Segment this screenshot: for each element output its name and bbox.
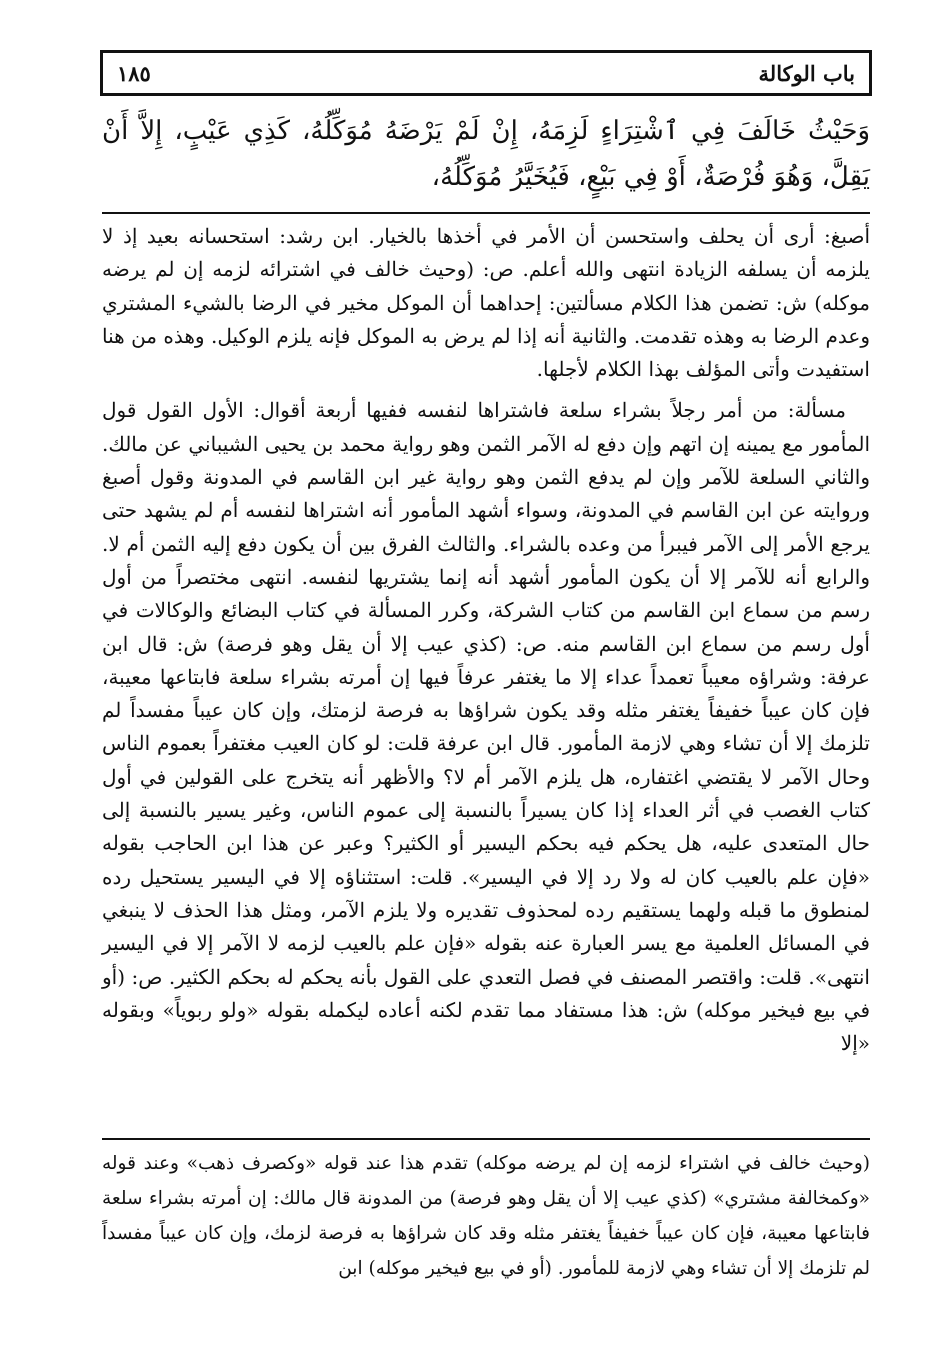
footnote [102,1146,870,1286]
matn-text: وَحَيْثُ خَالَفَ فِي ٱشْتِرَاءٍ لَزِمَهُ، إِنْ لَمْ يَرْضَهُ مُوَكِّلُهُ، كَذِي عَيْبٍ، إِلاَّ أَنْ يَقِلَّ، وَهُوَ فُرْصَةٌ، أَوْ فِي بَيْعٍ، فَيُخَيَّرُ مُوَكِّلُهُ، [102,116,870,192]
commentary [102,220,870,1068]
page-header [100,50,872,96]
chapter-title: باب الوكالة [758,60,855,86]
commentary-paragraph: أصبغ: أرى أن يحلف واستحسن أن الأمر في أخذها بالخيار. ابن رشد: استحسانه بعيد إذ لا يلزمه أن يسلفه الزيادة انتهى والله أعلم. ص: (وحيث خالف في اشترائه لزمه إن لم يرضه موكله) ش: تضمن هذا الكلام مسألتين: إحداهما أن الموكل مخير في الرضا بالشيء المشتري وعدم الرضا به وهذه تقدمت. والثانية أنه إذا لم يرض به الموكل فإنه يلزم الوكيل. وهذه من هنا استفيدت وأتى المؤلف بهذا الكلام لأجلها. [102,224,870,382]
footnote-text: (وحيث خالف في اشتراء لزمه إن لم يرضه موكله) تقدم هذا عند قوله «وكصرف ذهب» وعند قوله «وكمخالفة مشتري» (كذي عيب إلا أن يقل وهو فرصة) من المدونة قال مالك: إن أمرته بشراء سلعة فابتاعها معيبة، فإن كان عيباً خفيفاً يغتفر مثله وقد كان شراؤها به فرصة لزمك، وإن كان عيباً مفسداً لم تلزمك إلا أن تشاء وهي لازمة للمأمور. (أو في بيع فيخير موكله) ابن [102,1153,870,1279]
commentary-paragraph: مسألة: من أمر رجلاً بشراء سلعة فاشتراها لنفسه ففيها أربعة أقوال: الأول القول قول المأمور مع يمينه إن اتهم وإن دفع له الآمر الثمن وهو رواية محمد بن يحيى الشيباني عن مالك. والثاني السلعة للآمر وإن لم يدفع الثمن وهو رواية غير ابن القاسم في المدونة وقول أصبغ وروايته عن ابن القاسم في المدونة، وسواء أشهد المأمور أنه اشتراها لنفسه أم لم يشهد حتى يرجع الأمر إلى الآمر فيبرأ من وعده بالشراء. والثالث الفرق بين أن يكون دفع إليه الثمن أم لا. والرابع أنه للآمر إلا أن يكون المأمور أشهد أنه إنما يشتريها لنفسه. انتهى مختصراً من أول رسم من سماع ابن القاسم من كتاب الشركة، وكرر المسألة في كتاب البضائع والوكالات في أول رسم من سماع ابن القاسم منه. ص: (كذي عيب إلا أن يقل وهو فرصة) ش: قال ابن عرفة: وشراؤه معيباً تعمداً عداء إلا ما يغتفر عرفاً فيها إن أمرته بشراء سلعة فابتاعها معيبة، فإن كان عيباً خفيفاً يغتفر مثله وقد يكون شراؤها به فرصة لزمتك، وإن كان عيباً مفسداً لم تلزمك إلا أن تشاء وهي لازمة المأمور. قال ابن عرفة قلت: لو كان العيب مغتفراً بعموم الناس وحال الآمر لا يقتضي اغتفاره، هل يلزم الآمر أم لا؟ والأظهر أنه يتخرج على القولين في أول كتاب الغصب في أثر العداء إذا كان يسيراً بالنسبة إلى عموم الناس، وغير يسير بالنسبة إلى حال المتعدى عليه، هل يحكم فيه بحكم اليسير أو الكثير؟ وعبر عن هذا ابن الحاجب بقوله «فإن علم بالعيب كان له ولا رد إلا في اليسير». قلت: استثناؤه إلا في اليسير يستحيل رده لمنطوق ما قبله ولهما يستقيم رده لمحذوف تقديره ولا يلزم الآمر، ومثل هذا الحذف لا ينبغي في المسائل العلمية مع يسر العبارة عنه بقوله «فإن علم بالعيب لزمه لا الآمر إلا في اليسير انتهى». قلت: واقتصر المصنف في فصل التعدي على القول بأنه يحكم له بحكم الكثير. ص: (أو في بيع فيخير موكله) ش: هذا مستفاد مما تقدم لكنه أعاده ليكمله بقوله «ولو ربوياً» وبقوله «إلا [102,398,871,1056]
footnote-divider [102,1138,870,1140]
page-number: ١٨٥ [117,60,151,86]
matn-divider [102,212,870,214]
